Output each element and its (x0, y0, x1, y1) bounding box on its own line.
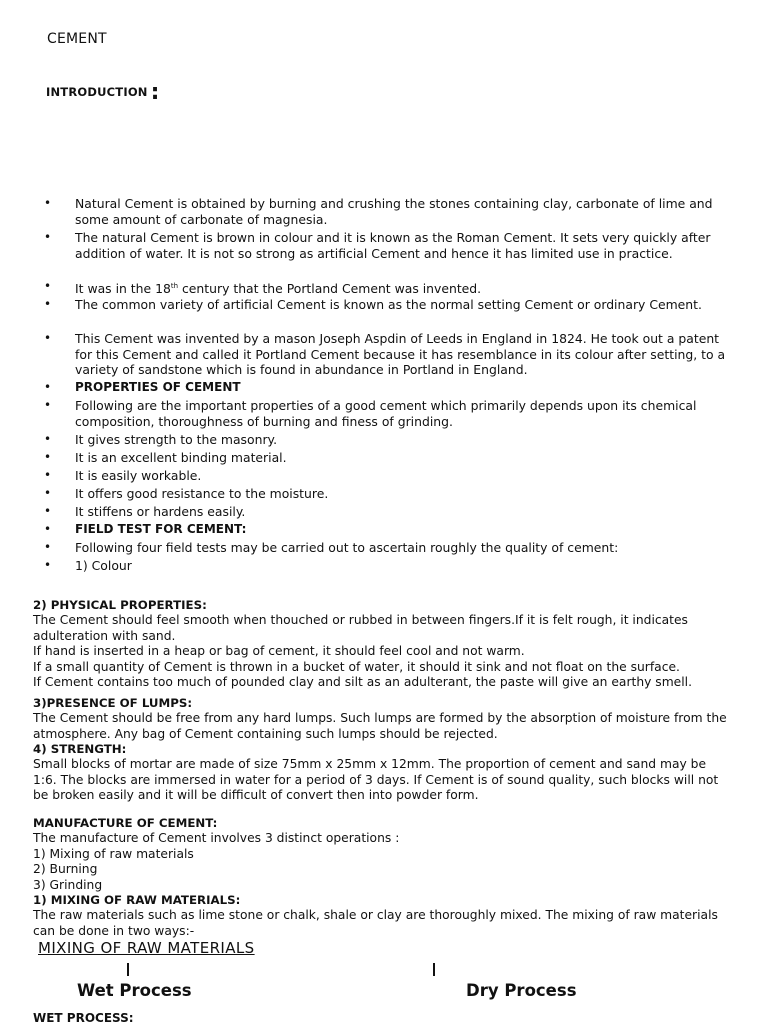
bullet-item: FIELD TEST FOR CEMENT: (75, 522, 247, 536)
bullet-item: It is an excellent binding material. (75, 450, 287, 465)
superscript: th (170, 282, 179, 290)
manufacture-step-3: 3) Grinding (33, 877, 103, 892)
bullet-item: It gives strength to the masonry. (75, 432, 278, 447)
bullet-marker: • (44, 450, 52, 464)
bullet-item: Following four field tests may be carried out to ascertain roughly the quality of cement: (75, 540, 619, 555)
bullet-marker: • (44, 297, 52, 311)
bullet-marker: • (44, 331, 52, 345)
bullet-marker: • (44, 380, 52, 394)
bullet-marker: • (44, 196, 52, 210)
bullet-item: 1) Colour (75, 558, 132, 573)
manufacture-heading: MANUFACTURE OF CEMENT: (33, 816, 218, 830)
strength-heading: 4) STRENGTH: (33, 742, 127, 756)
bullet-marker: • (44, 279, 52, 293)
presence-of-lumps-text: The Cement should be free from any hard lumps. Such lumps are formed by the absorption of moisture from the atmosphere. Any bag of Cement containing such lumps should be rejected. (33, 711, 727, 741)
physical-properties-section (33, 598, 733, 690)
physical-line-4: If Cement contains too much of pounded clay and silt as an adulterant, the paste will give an earthy smell. (33, 675, 692, 690)
bullet-item: It offers good resistance to the moisture. (75, 486, 329, 501)
manufacture-step-1: 1) Mixing of raw materials (33, 846, 194, 861)
bullet-marker: • (44, 504, 52, 518)
bullet-marker: • (44, 540, 52, 554)
strength-text: Small blocks of mortar are made of size 75mm x 25mm x 12mm. The proportion of cement and sand may be 1:6. The blocks are immersed in water for a period of 3 days. If Cement is of sound quality, such blocks will not be broken easily and it will be difficult of convert then into powder form. (33, 757, 719, 803)
physical-properties-heading: 2) PHYSICAL PROPERTIES: (33, 598, 207, 612)
presence-of-lumps-heading: 3)PRESENCE OF LUMPS: (33, 696, 193, 710)
introduction-colon: : (150, 80, 160, 105)
presence-of-lumps-section (33, 696, 733, 742)
physical-line-2: If hand is inserted in a heap or bag of cement, it should feel cool and not warm. (33, 644, 525, 659)
wet-process-label: Wet Process (77, 981, 192, 1000)
manufacture-intro: The manufacture of Cement involves 3 distinct operations : (33, 831, 400, 846)
bullet-item: It stiffens or hardens easily. (75, 504, 246, 519)
bullet-marker: • (44, 558, 52, 572)
bullet-item (75, 279, 735, 297)
bullet-item: The common variety of artificial Cement is known as the normal setting Cement or ordinary Cement. (75, 297, 702, 312)
bullet-marker: • (44, 486, 52, 500)
mixing-text: The raw materials such as lime stone or chalk, shale or clay are thoroughly mixed. The mixing of raw materials can be done in two ways:- (33, 908, 718, 938)
mixing-diagram-title: MIXING OF RAW MATERIALS (38, 939, 255, 957)
bullet-marker: • (44, 432, 52, 446)
manufacture-section (33, 816, 733, 893)
dry-process-label: Dry Process (466, 981, 577, 1000)
bullet-item: Following are the important properties of a good cement which primarily depends upon its chemical composition, thoroughness of burning and finess of grinding. (75, 398, 697, 429)
bullet-item: The natural Cement is brown in colour and it is known as the Roman Cement. It sets very quickly after addition of water. It is not so strong as artificial Cement and hence it has limited use in practice. (75, 230, 711, 261)
page-title: CEMENT (47, 31, 107, 47)
bullet-text-part: century that the Portland Cement was invented. (178, 281, 482, 296)
bullet-marker: • (44, 468, 52, 482)
bullet-marker: • (44, 230, 52, 244)
physical-line-3: If a small quantity of Cement is thrown in a bucket of water, it should it sink and not float on the surface. (33, 659, 680, 674)
bullet-item: Natural Cement is obtained by burning and crushing the stones containing clay, carbonate of lime and some amount of carbonate of magnesia. (75, 196, 713, 227)
introduction-bullet-list (0, 98, 768, 575)
mixing-heading: 1) MIXING OF RAW MATERIALS: (33, 893, 241, 907)
wet-process-heading: WET PROCESS: (33, 1011, 134, 1024)
bullet-marker: • (44, 522, 52, 536)
strength-section (33, 742, 733, 804)
bullet-item: PROPERTIES OF CEMENT (75, 380, 241, 394)
bullet-item: This Cement was invented by a mason Joseph Aspdin of Leeds in England in 1824. He took out a patent for this Cement and called it Portland Cement because it has resemblance in its colour after setting, to a variety of sandstone which is found in abundance in Portland in England. (75, 331, 726, 377)
bullet-item: It is easily workable. (75, 468, 202, 483)
bullet-marker: • (44, 398, 52, 412)
introduction-heading-text: INTRODUCTION (46, 85, 148, 99)
physical-line-1: The Cement should feel smooth when thouched or rubbed in between fingers.If it is felt rough, it indicates adulteration with sand. (33, 613, 688, 643)
mixing-raw-materials-section (33, 893, 733, 939)
diagram-left-connector (127, 963, 129, 976)
diagram-right-connector (433, 963, 435, 976)
bullet-text-part: It was in the 18 (75, 281, 171, 296)
manufacture-step-2: 2) Burning (33, 862, 98, 877)
